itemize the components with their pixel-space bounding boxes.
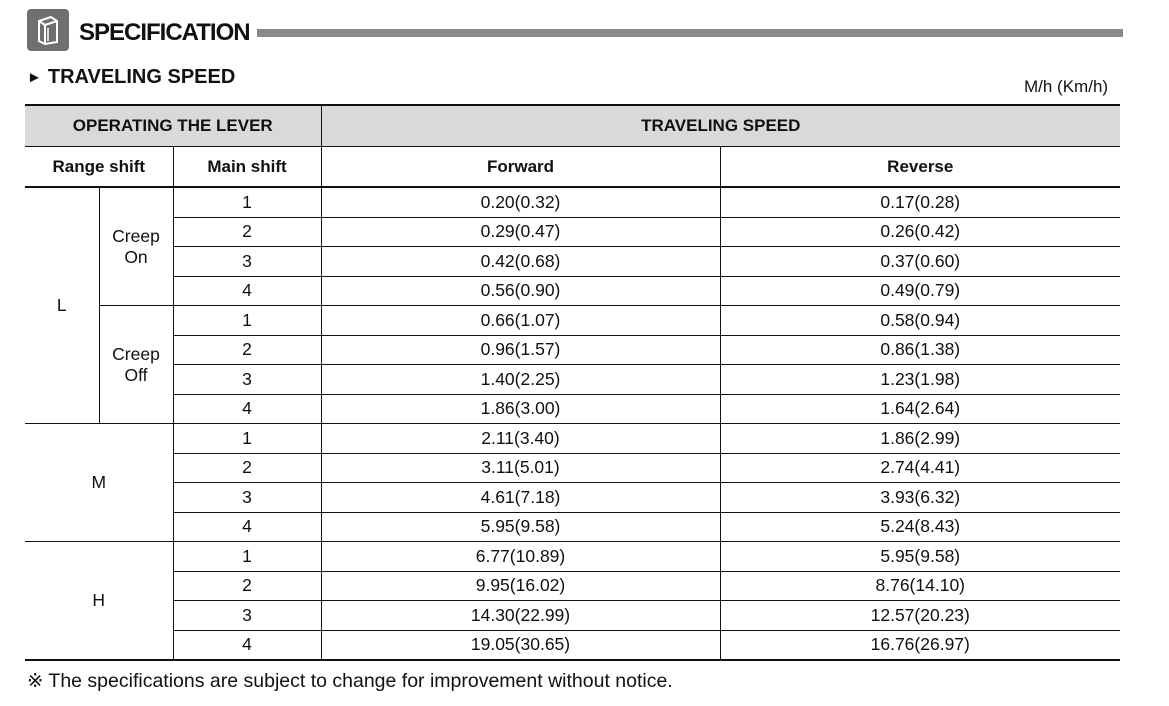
- main-shift-cell: 4: [173, 276, 321, 306]
- reverse-cell: 0.17(0.28): [720, 187, 1120, 217]
- traveling-speed-table: [25, 104, 1120, 661]
- forward-cell: 0.42(0.68): [321, 247, 720, 277]
- forward-cell: 0.29(0.47): [321, 217, 720, 247]
- reverse-cell: 0.26(0.42): [720, 217, 1120, 247]
- reverse-cell: 0.49(0.79): [720, 276, 1120, 306]
- forward-cell: 4.61(7.18): [321, 483, 720, 513]
- forward-cell: 0.56(0.90): [321, 276, 720, 306]
- forward-cell: 0.66(1.07): [321, 306, 720, 336]
- forward-cell: 3.11(5.01): [321, 453, 720, 483]
- header-operating-lever: OPERATING THE LEVER: [25, 105, 321, 147]
- table-row: [25, 306, 1120, 336]
- page-title: SPECIFICATION: [79, 19, 250, 46]
- forward-cell: 14.30(22.99): [321, 601, 720, 631]
- page-header: [27, 9, 1123, 53]
- range-m-cell: M: [25, 424, 173, 542]
- forward-cell: 0.20(0.32): [321, 187, 720, 217]
- reverse-cell: 3.93(6.32): [720, 483, 1120, 513]
- forward-cell: 19.05(30.65): [321, 630, 720, 660]
- main-shift-cell: 3: [173, 247, 321, 277]
- table-row: [25, 630, 1120, 660]
- book-icon: [27, 9, 69, 51]
- header-main-shift: Main shift: [173, 147, 321, 188]
- header-reverse: Reverse: [720, 147, 1120, 188]
- main-shift-cell: 2: [173, 217, 321, 247]
- header-range-shift: Range shift: [25, 147, 173, 188]
- forward-cell: 5.95(9.58): [321, 512, 720, 542]
- table-row: [25, 247, 1120, 277]
- reverse-cell: 16.76(26.97): [720, 630, 1120, 660]
- units-label: M/h (Km/h): [1024, 77, 1109, 96]
- forward-cell: 2.11(3.40): [321, 424, 720, 454]
- reverse-cell: 1.23(1.98): [720, 365, 1120, 395]
- forward-cell: 1.86(3.00): [321, 394, 720, 424]
- main-shift-cell: 2: [173, 571, 321, 601]
- table-row: [25, 512, 1120, 542]
- range-h-cell: H: [25, 542, 173, 661]
- reverse-cell: 5.24(8.43): [720, 512, 1120, 542]
- main-shift-cell: 3: [173, 365, 321, 395]
- range-l-cell: L: [25, 187, 99, 424]
- creep-on-cell: Creep On: [99, 187, 173, 306]
- table-row: [25, 483, 1120, 513]
- table-row: [25, 542, 1120, 572]
- creep-off-cell: Creep Off: [99, 306, 173, 424]
- forward-cell: 1.40(2.25): [321, 365, 720, 395]
- table-row: [25, 601, 1120, 631]
- header-rule: [257, 29, 1123, 37]
- forward-cell: 6.77(10.89): [321, 542, 720, 572]
- main-shift-cell: 1: [173, 187, 321, 217]
- main-shift-cell: 2: [173, 335, 321, 365]
- main-shift-cell: 2: [173, 453, 321, 483]
- triangle-marker-icon: ►: [27, 69, 42, 86]
- table-row: [25, 365, 1120, 395]
- main-shift-cell: 1: [173, 542, 321, 572]
- reverse-cell: 12.57(20.23): [720, 601, 1120, 631]
- table-row: [25, 424, 1120, 454]
- main-shift-cell: 3: [173, 601, 321, 631]
- footnote: ※ The specifications are subject to change for improvement without notice.: [27, 670, 673, 692]
- reverse-cell: 1.64(2.64): [720, 394, 1120, 424]
- section-title-text: TRAVELING SPEED: [47, 66, 236, 88]
- header-forward: Forward: [321, 147, 720, 188]
- table-row: [25, 276, 1120, 306]
- reverse-cell: 2.74(4.41): [720, 453, 1120, 483]
- reverse-cell: 5.95(9.58): [720, 542, 1120, 572]
- header-traveling-speed: TRAVELING SPEED: [321, 105, 1120, 147]
- main-shift-cell: 1: [173, 306, 321, 336]
- table-row: [25, 217, 1120, 247]
- main-shift-cell: 4: [173, 512, 321, 542]
- forward-cell: 0.96(1.57): [321, 335, 720, 365]
- main-shift-cell: 1: [173, 424, 321, 454]
- table-row: [25, 571, 1120, 601]
- table-row: [25, 453, 1120, 483]
- main-shift-cell: 4: [173, 394, 321, 424]
- table-row: [25, 187, 1120, 217]
- reverse-cell: 0.86(1.38): [720, 335, 1120, 365]
- table-row: [25, 394, 1120, 424]
- main-shift-cell: 4: [173, 630, 321, 660]
- reverse-cell: 0.37(0.60): [720, 247, 1120, 277]
- table-row: [25, 335, 1120, 365]
- reverse-cell: 1.86(2.99): [720, 424, 1120, 454]
- forward-cell: 9.95(16.02): [321, 571, 720, 601]
- main-shift-cell: 3: [173, 483, 321, 513]
- reverse-cell: 0.58(0.94): [720, 306, 1120, 336]
- section-title: [27, 66, 235, 89]
- reverse-cell: 8.76(14.10): [720, 571, 1120, 601]
